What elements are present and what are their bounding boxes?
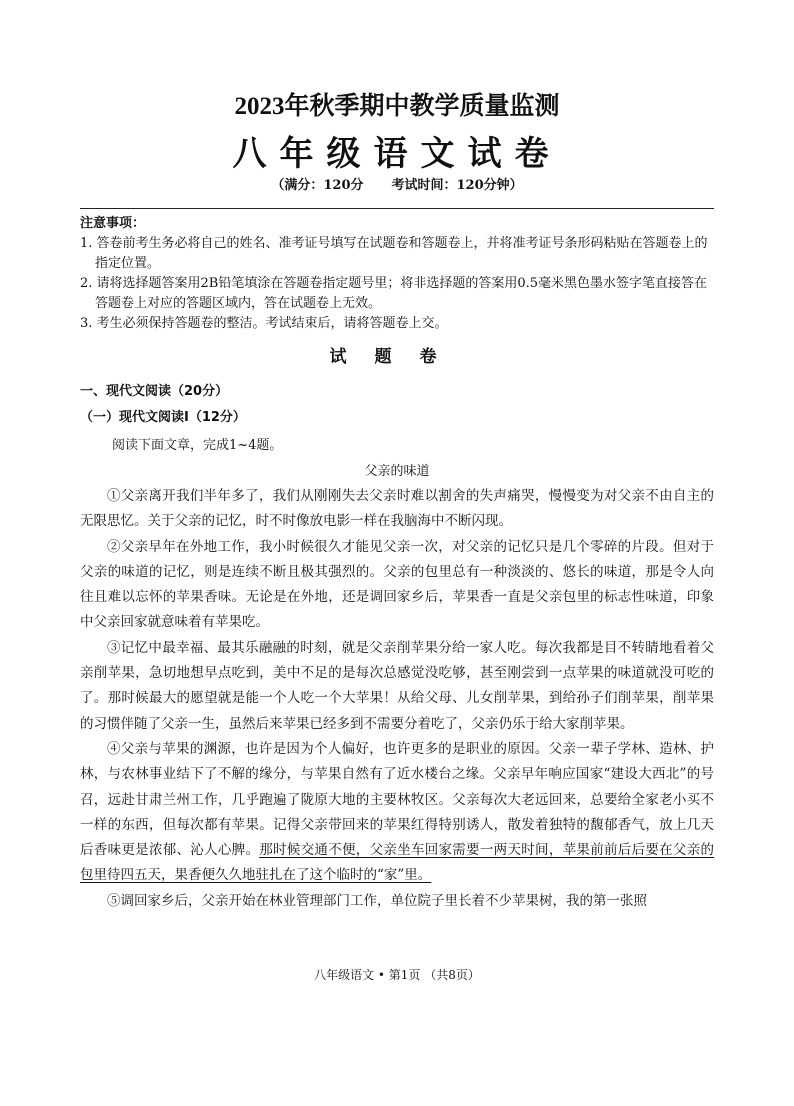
- paragraph-4-text: ④父亲与苹果的渊源，也许是因为个人偏好，也许更多的是职业的原因。父亲一辈子学林、造林、护林，与农林事业结下了不解的缘分，与苹果自然有了近水楼台之缘。父亲早年响应国家“建设大西北”的号召，远赴甘肃兰州工作，几乎跑遍了陇原大地的主要林牧区。父亲每次大老远回来，总要给全家老小买不一样的东西，但每次都有苹果。记得父亲带回来的苹果红得特别诱人，散发着独特的馥郁香气，放上几天后香味更是浓郁、沁人心脾。: [80, 740, 714, 859]
- note-item: 2. 请将选择题答案用2B铅笔填涂在答题卷指定题号里；将非选择题的答案用0.5毫米黑色墨水签字笔直接答在答题卷上对应的答题区域内，答在试题卷上无效。: [80, 276, 708, 311]
- exam-title: 2023年秋季期中教学质量监测: [234, 93, 560, 120]
- paragraph-2: ②父亲早年在外地工作，我小时候很久才能见父亲一次，对父亲的记忆只是几个零碎的片段。但对于父亲的味道的记忆，则是连续不断且极其强烈的。父亲的包里总有一种淡淡的、悠长的味道，那是令人向往且难以忘怀的苹果香味。无论是在外地，还是调回家乡后，苹果香一直是父亲包里的标志性味道，印象中父亲回家就意味着有苹果吃。: [80, 538, 714, 631]
- exam-time: 考试时间：120分钟）: [391, 178, 523, 193]
- section-1-sub-heading: （一）现代文阅读Ⅰ（12分）: [80, 410, 246, 425]
- exam-info: [0, 174, 794, 193]
- article-title: 父亲的味道: [364, 464, 430, 479]
- note-item: 3. 考生必须保持答题卷的整洁。考试结束后，请将答题卷上交。: [80, 316, 448, 331]
- notes-heading: 注意事项：: [80, 216, 146, 231]
- paragraph-4: [80, 737, 714, 889]
- notes-block: [80, 214, 720, 334]
- paragraph-5: ⑤调回家乡后，父亲开始在林业管理部门工作，单位院子里长着不少苹果树，我的第一张照: [107, 892, 647, 909]
- article-body: [80, 484, 714, 914]
- reading-instruction: 阅读下面文章，完成1~4题。: [112, 438, 283, 453]
- underlined-sentence: 那时候交通不便，父亲坐车回家需要一两天时间，苹果前前后后要在父亲的包里待四五天，果香便久久地驻扎在了这个临时的“家”里。: [80, 842, 715, 884]
- divider-line: [80, 208, 714, 209]
- note-item: 1. 答卷前考生务必将自己的姓名、准考证号填写在试题卷和答题卷上，并将准考证号条形码粘贴在答题卷上的指定位置。: [80, 236, 708, 271]
- full-marks: （满分：120分: [271, 178, 364, 193]
- section-1-heading: 一、现代文阅读（20分）: [80, 384, 229, 399]
- paragraph-3: ③记忆中最幸福、最其乐融融的时刻，就是父亲削苹果分给一家人吃。每次我都是目不转睛地看着父亲削苹果，急切地想早点吃到，美中不足的是每次总感觉没吃够，甚至刚尝到一点苹果的味道就没可吃的了。那时候最大的愿望就是能一个人吃一个大苹果！从给父母、儿女削苹果，到给孙子们削苹果，削苹果的习惯伴随了父亲一生，虽然后来苹果已经多到不需要分着吃了，父亲仍乐于给大家削苹果。: [80, 639, 714, 732]
- section-heading: 试题卷: [329, 347, 465, 367]
- page-footer: 八年级语文 • 第1页 （共8页）: [314, 968, 480, 982]
- paper-title: 八年级语文试卷: [232, 134, 562, 174]
- paragraph-1: ①父亲离开我们半年多了，我们从刚刚失去父亲时难以割舍的失声痛哭，慢慢变为对父亲不由自主的无限思忆。关于父亲的记忆，时不时像放电影一样在我脑海中不断闪现。: [80, 488, 714, 530]
